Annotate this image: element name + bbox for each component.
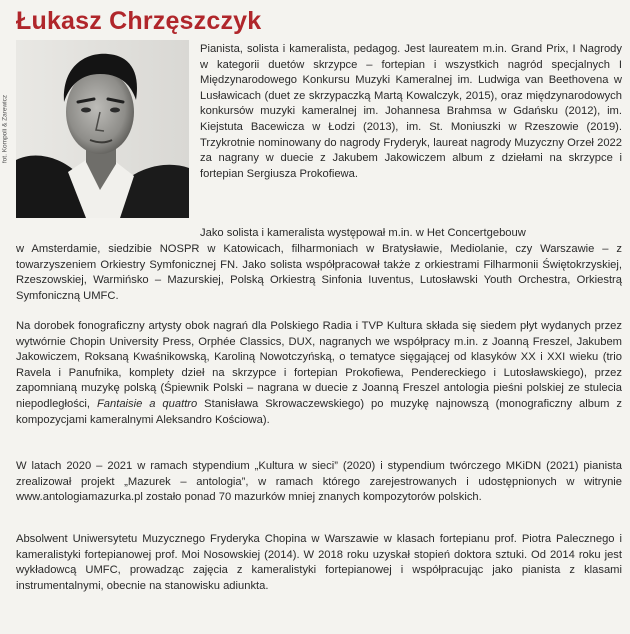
mazurek-project-paragraph: W latach 2020 – 2021 w ramach stypendium „Kultura w sieci” (2020) i stypendium twórczego MKiDN (2021) pianista zrealizował projekt „Mazurek – antologia”, w ramach którego zarejestrowanych i udostępnionych w witrynie www.antologiamazurka.pl zostało ponad 70 mazurków mniej znanych kompozytorów polskich. (16, 460, 622, 504)
album-title-italic: Fantaisie a quattro (96, 397, 198, 410)
discography-paragraph: Na dorobek fonograficzny artysty obok nagrań dla Polskiego Radia i TVP Kultura składa się siedem płyt wydanych przez wytwórnie Chopin University Press, Orphée Classics, DUX, nagranych we współpracy m.in. z Joanną Freszel, Jakubem Jakowiczem, Roksaną Kwaśnikowską, Karoliną Nowotczyńską, o tematyce sięgającej od klasyków XX i XXI wieku (trio Ravela i Panufnika, komplety dzieł na skrzypce i fortepian Prokofiewa, Pendereckiego i Lutosławskiego), przez zapomnianą muzykę polską (Śpiewnik Polski – nagrana w duecie z Joanną Freszel antologia pieśni polskiej ze stulecia niepodległości, Fantaisie a quattro Stanisława Skrowaczewskiego) po muzykę najnowszą (monograficzny album z kompozycjami kameralnymi Aleksandro Kościowa). (16, 320, 623, 426)
bio-intro-paragraph: Pianista, solista i kameralista, pedagog. Jest laureatem m.in. Grand Prix, I Nagrody w kategorii duetów skrzypce – fortepian i wszystkich nagród specjalnych I Międzynarodowego Konkursu Muzyki Kameralnej im. Ludwiga van Beethovena w Lusławicach (duet ze skrzypaczką Martą Kowalczyk, 2015), oraz międzynarodowych konkursów muzyki kameralnej im. Johannesa Brahmsa w Gdańsku (2012), im. Kiejstuta Bacewicza w Łodzi (2013), im. St. Moniuszki w Rzeszowie (2019). Trzykrotnie nominowany do nagrody Fryderyk, laureat nagrody Muzyczny Orzeł 2022 za nagrany w duecie z Jakubem Jakowiczem album z dziełami na skrzypce i fortepian Sergiusza Prokofiewa. (200, 43, 622, 180)
page-title: Łukasz Chrzęszczyk (16, 7, 262, 35)
education-paragraph: Absolwent Uniwersytetu Muzycznego Fryderyka Chopina w Warszawie w klasach fortepianu prof. Piotra Palecznego i kameralistyki fortepianowej prof. Moi Nosowskiej (2014). W 2018 roku uzyskał stopień doktora sztuki. Od 2014 roku jest wykładowcą UMFC, prowadząc zajęcia z kameralistyki fortepianowej i współpracując jako pianista z klasami instrumentalnymi, obecnie na stanowisku adiunkta. (16, 533, 622, 592)
portrait-photo (16, 40, 189, 218)
portrait-illustration (16, 40, 189, 218)
photo-credit-text: fot. Kompoli & Zarewicz (1, 94, 9, 164)
soloist-paragraph-first-line: Jako solista i kameralista występował m.in. w Het Concertgebouw (200, 227, 526, 239)
soloist-paragraph: w Amsterdamie, siedzibie NOSPR w Katowicach, filharmoniach w Bratysławie, Mediolanie, czy Warszawie – z towarzyszeniem Orkiestry Symfonicznej FN. Jako solista współpracował także z orkiestrami Filharmonii Świętokrzyskiej, Rzeszowskiej, Warmińsko – Mazurskiej, Polską Orkiestrą Sinfonia Iuventus, Lutosławski Youth Orchestra, Orkiestrą Symfoniczną UMFC. (16, 243, 622, 302)
photo-credit (0, 40, 10, 218)
